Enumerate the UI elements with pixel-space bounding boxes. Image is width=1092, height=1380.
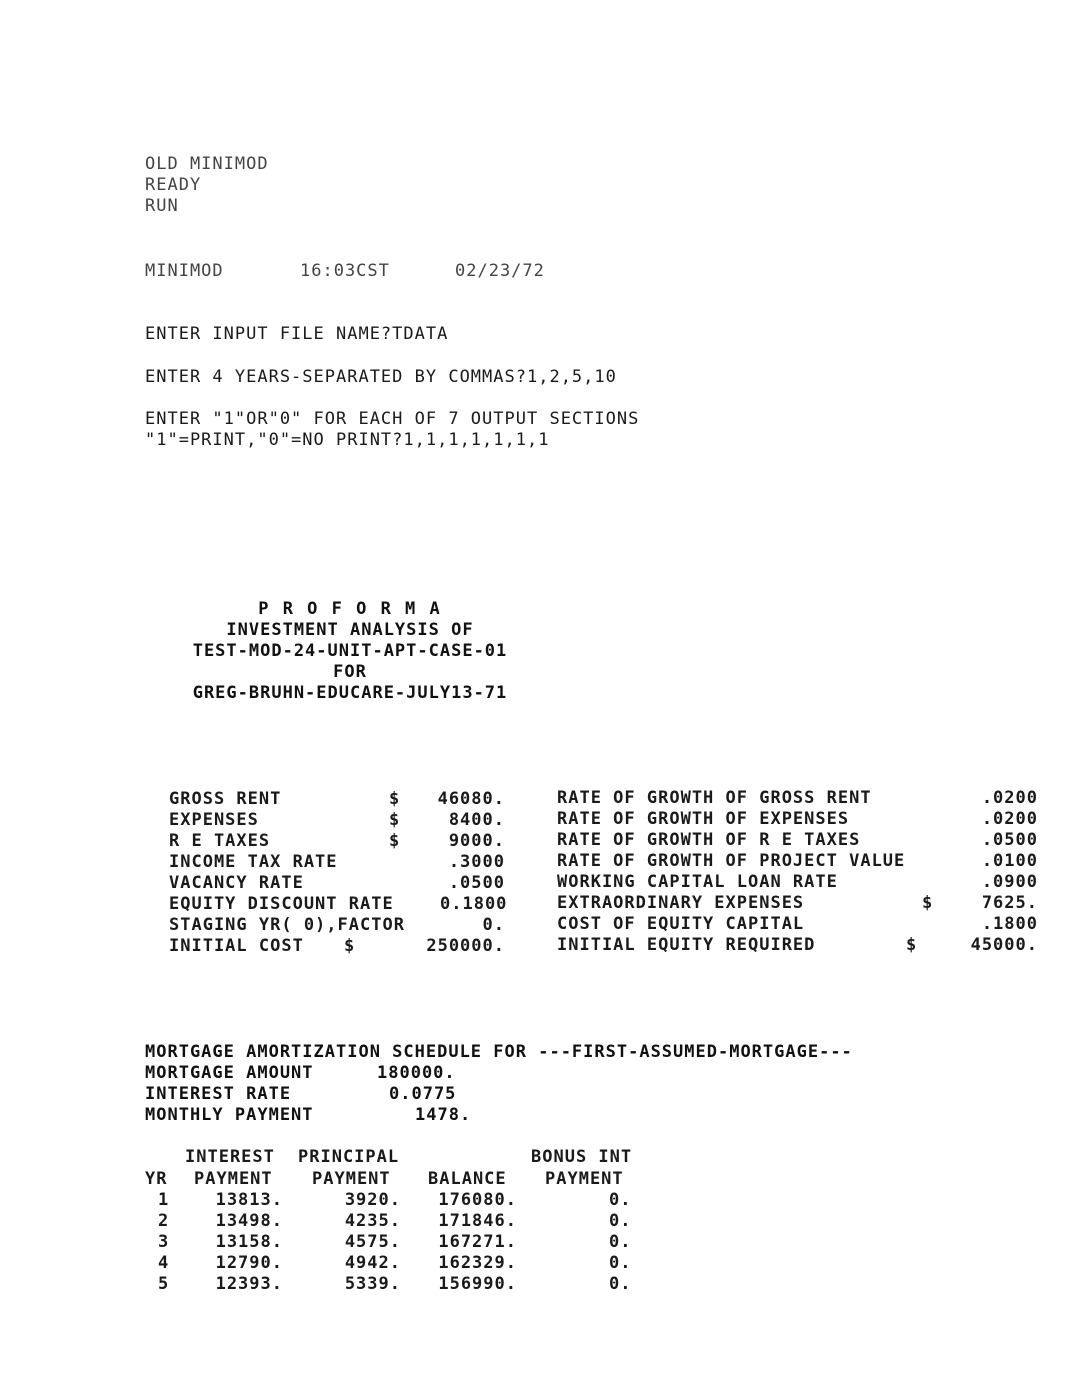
dollar-sign: $ xyxy=(906,935,918,955)
schedule-cell: 4 xyxy=(158,1253,170,1273)
prompt-years: ENTER 4 YEARS-SEPARATED BY COMMAS?1,2,5,10 xyxy=(145,367,617,387)
schedule-cell: 4235. xyxy=(344,1211,401,1231)
mortgage-amount-value: 180000. xyxy=(377,1063,456,1083)
prompt-sections: ENTER "1"OR"0" FOR EACH OF 7 OUTPUT SECTIONS xyxy=(145,409,640,429)
param-label: RATE OF GROWTH OF EXPENSES xyxy=(557,809,850,829)
schedule-cell: 171846. xyxy=(438,1211,517,1231)
session-line-old: OLD MINIMOD xyxy=(145,154,269,174)
schedule-cell: 167271. xyxy=(438,1232,517,1252)
param-value: 45000. xyxy=(970,935,1038,955)
schedule-cell: 0. xyxy=(609,1274,632,1294)
title-project-name: TEST-MOD-24-UNIT-APT-CASE-01 xyxy=(192,641,508,661)
schedule-cell: 5 xyxy=(158,1274,170,1294)
schedule-cell: 3920. xyxy=(344,1190,401,1210)
dollar-sign: $ xyxy=(389,789,401,809)
param-label: R E TAXES xyxy=(169,831,271,851)
schedule-cell: 4942. xyxy=(344,1253,401,1273)
schedule-cell: 5339. xyxy=(344,1274,401,1294)
schedule-header: PAYMENT xyxy=(312,1169,391,1189)
schedule-cell: 0. xyxy=(609,1232,632,1252)
param-value: .0500 xyxy=(981,830,1038,850)
param-label: EXTRAORDINARY EXPENSES xyxy=(557,893,805,913)
param-value: 0.1800 xyxy=(440,894,508,914)
param-value: .0900 xyxy=(981,872,1038,892)
dollar-sign: $ xyxy=(344,936,356,956)
mortgage-amount-label: MORTGAGE AMOUNT xyxy=(145,1063,314,1083)
schedule-cell: 13813. xyxy=(215,1190,283,1210)
session-line-run: RUN xyxy=(145,196,179,216)
schedule-cell: 4575. xyxy=(344,1232,401,1252)
monthly-payment-label: MONTHLY PAYMENT xyxy=(145,1105,314,1125)
program-name: MINIMOD xyxy=(145,261,224,281)
param-value: 7625. xyxy=(981,893,1038,913)
dollar-sign: $ xyxy=(389,831,401,851)
title-for: FOR xyxy=(333,662,367,682)
param-label: STAGING YR( 0),FACTOR xyxy=(169,915,405,935)
session-line-ready: READY xyxy=(145,175,202,195)
param-label: WORKING CAPITAL LOAN RATE xyxy=(557,872,838,892)
param-label: EQUITY DISCOUNT RATE xyxy=(169,894,394,914)
schedule-cell: 176080. xyxy=(438,1190,517,1210)
mortgage-heading: MORTGAGE AMORTIZATION SCHEDULE FOR ---FIRST-ASSUMED-MORTGAGE--- xyxy=(145,1042,853,1062)
schedule-cell: 162329. xyxy=(438,1253,517,1273)
schedule-cell: 13498. xyxy=(215,1211,283,1231)
schedule-cell: 0. xyxy=(609,1190,632,1210)
param-value: .0200 xyxy=(981,809,1038,829)
schedule-header: INTEREST xyxy=(185,1147,275,1167)
schedule-cell: 12790. xyxy=(215,1253,283,1273)
schedule-cell: 156990. xyxy=(438,1274,517,1294)
schedule-cell: 0. xyxy=(609,1253,632,1273)
dollar-sign: $ xyxy=(389,810,401,830)
param-value: .1800 xyxy=(981,914,1038,934)
monthly-payment-value: 1478. xyxy=(415,1105,472,1125)
param-label: EXPENSES xyxy=(169,810,259,830)
schedule-header: YR xyxy=(145,1169,168,1189)
schedule-header: PAYMENT xyxy=(194,1169,273,1189)
param-label: INITIAL COST xyxy=(169,936,304,956)
schedule-cell: 13158. xyxy=(215,1232,283,1252)
param-value: 9000. xyxy=(448,831,505,851)
param-label: VACANCY RATE xyxy=(169,873,304,893)
schedule-cell: 0. xyxy=(609,1211,632,1231)
interest-rate-label: INTEREST RATE xyxy=(145,1084,292,1104)
param-label: RATE OF GROWTH OF R E TAXES xyxy=(557,830,861,850)
param-value: .0100 xyxy=(981,851,1038,871)
schedule-header: PRINCIPAL xyxy=(298,1147,400,1167)
param-value: 8400. xyxy=(448,810,505,830)
schedule-cell: 1 xyxy=(158,1190,170,1210)
param-value: 250000. xyxy=(426,936,505,956)
schedule-header: BALANCE xyxy=(428,1169,507,1189)
param-label: RATE OF GROWTH OF GROSS RENT xyxy=(557,788,872,808)
dollar-sign: $ xyxy=(922,893,934,913)
param-label: INITIAL EQUITY REQUIRED xyxy=(557,935,816,955)
run-time: 16:03CST xyxy=(300,261,390,281)
schedule-cell: 12393. xyxy=(215,1274,283,1294)
schedule-cell: 2 xyxy=(158,1211,170,1231)
prompt-input-file: ENTER INPUT FILE NAME?TDATA xyxy=(145,324,449,344)
title-investment-analysis: INVESTMENT ANALYSIS OF xyxy=(226,620,474,640)
interest-rate-value: 0.0775 xyxy=(389,1084,457,1104)
schedule-cell: 3 xyxy=(158,1232,170,1252)
param-label: COST OF EQUITY CAPITAL xyxy=(557,914,805,934)
run-date: 02/23/72 xyxy=(455,261,545,281)
prompt-print: "1"=PRINT,"0"=NO PRINT?1,1,1,1,1,1,1 xyxy=(145,430,550,450)
schedule-header: PAYMENT xyxy=(545,1169,624,1189)
param-value: 0. xyxy=(482,915,505,935)
title-client: GREG-BRUHN-EDUCARE-JULY13-71 xyxy=(192,683,508,703)
param-value: .3000 xyxy=(448,852,505,872)
title-pro-forma: P R O F O R M A xyxy=(258,599,442,619)
schedule-header: BONUS INT xyxy=(531,1147,633,1167)
param-value: .0500 xyxy=(448,873,505,893)
param-value: 46080. xyxy=(437,789,505,809)
param-label: INCOME TAX RATE xyxy=(169,852,338,872)
param-label: GROSS RENT xyxy=(169,789,282,809)
param-value: .0200 xyxy=(981,788,1038,808)
param-label: RATE OF GROWTH OF PROJECT VALUE xyxy=(557,851,906,871)
